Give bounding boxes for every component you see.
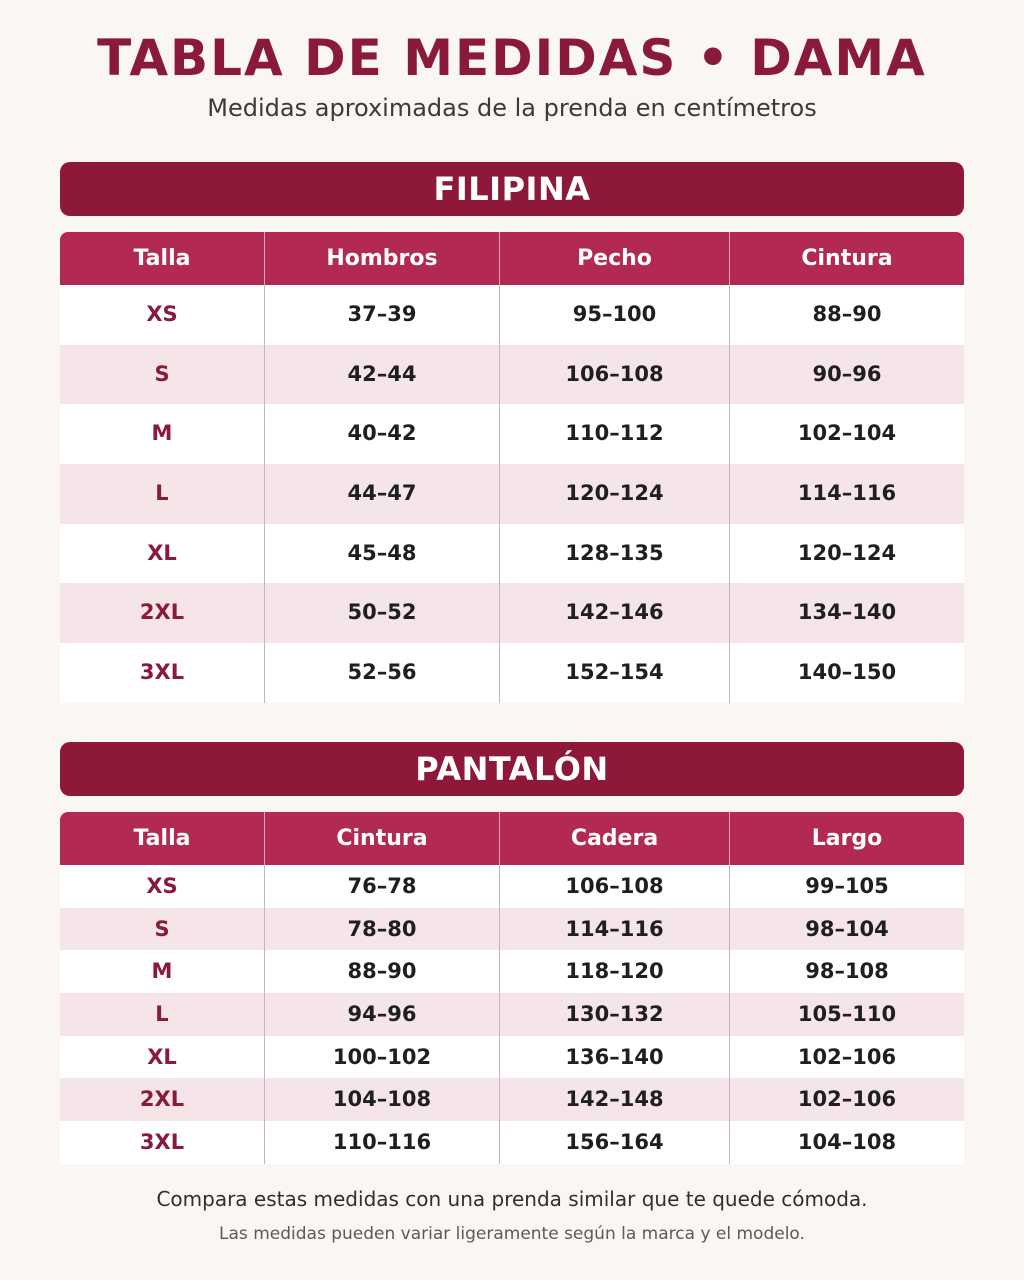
measure-cell: 95–100: [499, 285, 729, 345]
table-body: [60, 285, 964, 703]
table-row: [60, 1078, 964, 1121]
measure-cell: 45–48: [264, 524, 499, 584]
section-header-filipina: FILIPINA: [60, 162, 964, 216]
measure-cell: 94–96: [264, 993, 499, 1036]
size-cell: L: [155, 1002, 169, 1027]
measure-cell: 50–52: [264, 583, 499, 643]
column-header: Talla: [133, 246, 191, 271]
table-row: [60, 950, 964, 993]
footer-note: Compara estas medidas con una prenda similar que te quede cómoda.: [156, 1187, 868, 1211]
table-row: [60, 1036, 964, 1079]
column-header: Cintura: [264, 812, 499, 865]
measure-cell: 110–112: [499, 404, 729, 464]
column-header: Hombros: [264, 232, 499, 285]
table-row: [60, 993, 964, 1036]
measure-cell: 140–150: [729, 643, 964, 703]
measure-cell: 99–105: [729, 865, 964, 908]
measure-cell: 120–124: [499, 464, 729, 524]
measure-cell: 98–108: [729, 950, 964, 993]
measure-cell: 152–154: [499, 643, 729, 703]
column-header: Talla: [133, 826, 191, 851]
size-cell: M: [151, 959, 173, 984]
page-subtitle: Medidas aproximadas de la prenda en centímetros: [207, 94, 817, 122]
measure-cell: 106–108: [499, 865, 729, 908]
measure-cell: 110–116: [264, 1121, 499, 1164]
table-row: [60, 404, 964, 464]
measure-cell: 88–90: [729, 285, 964, 345]
pantalon-table: [60, 812, 964, 1164]
measure-cell: 90–96: [729, 345, 964, 405]
measure-cell: 98–104: [729, 908, 964, 951]
measure-cell: 142–148: [499, 1078, 729, 1121]
measure-cell: 76–78: [264, 865, 499, 908]
table-row: [60, 1121, 964, 1164]
table-row: [60, 285, 964, 345]
table-row: [60, 643, 964, 703]
table-row: [60, 345, 964, 405]
measure-cell: 120–124: [729, 524, 964, 584]
table-row: [60, 865, 964, 908]
table-header-row: [60, 232, 964, 285]
size-cell: 3XL: [139, 660, 185, 685]
table-header-row: [60, 812, 964, 865]
measure-cell: 42–44: [264, 345, 499, 405]
column-header: Cintura: [729, 232, 964, 285]
measure-cell: 114–116: [499, 908, 729, 951]
measure-cell: 102–106: [729, 1036, 964, 1079]
size-cell: XS: [146, 874, 178, 898]
measure-cell: 78–80: [264, 908, 499, 951]
size-cell: 2XL: [139, 1087, 185, 1112]
size-cell: L: [155, 481, 169, 506]
size-cell: 2XL: [139, 600, 185, 625]
table-row: [60, 583, 964, 643]
table-row: [60, 464, 964, 524]
size-cell: XL: [147, 540, 177, 565]
measure-cell: 52–56: [264, 643, 499, 703]
size-cell: XL: [147, 1044, 177, 1069]
measure-cell: 100–102: [264, 1036, 499, 1079]
measure-cell: 104–108: [264, 1078, 499, 1121]
measure-cell: 102–104: [729, 404, 964, 464]
size-cell: S: [154, 916, 170, 941]
measure-cell: 102–106: [729, 1078, 964, 1121]
measure-cell: 118–120: [499, 950, 729, 993]
measure-cell: 156–164: [499, 1121, 729, 1164]
measure-cell: 37–39: [264, 285, 499, 345]
measure-cell: 130–132: [499, 993, 729, 1036]
table-body: [60, 865, 964, 1164]
measure-cell: 134–140: [729, 583, 964, 643]
table-row: [60, 524, 964, 584]
measure-cell: 136–140: [499, 1036, 729, 1079]
size-cell: S: [154, 361, 170, 386]
measure-cell: 128–135: [499, 524, 729, 584]
filipina-table: [60, 232, 964, 703]
section-header-pantalon: PANTALÓN: [60, 742, 964, 796]
table-row: [60, 908, 964, 951]
measure-cell: 105–110: [729, 993, 964, 1036]
size-cell: XS: [146, 302, 178, 326]
size-cell: 3XL: [139, 1130, 185, 1155]
size-cell: M: [151, 421, 173, 446]
measure-cell: 106–108: [499, 345, 729, 405]
measure-cell: 44–47: [264, 464, 499, 524]
column-header: Cadera: [499, 812, 729, 865]
measure-cell: 40–42: [264, 404, 499, 464]
measure-cell: 104–108: [729, 1121, 964, 1164]
measure-cell: 114–116: [729, 464, 964, 524]
measure-cell: 88–90: [264, 950, 499, 993]
column-header: Pecho: [499, 232, 729, 285]
footer-disclaimer: Las medidas pueden variar ligeramente según la marca y el modelo.: [219, 1224, 805, 1244]
page-title: TABLA DE MEDIDAS • DAMA: [97, 29, 927, 87]
measure-cell: 142–146: [499, 583, 729, 643]
column-header: Largo: [729, 812, 964, 865]
